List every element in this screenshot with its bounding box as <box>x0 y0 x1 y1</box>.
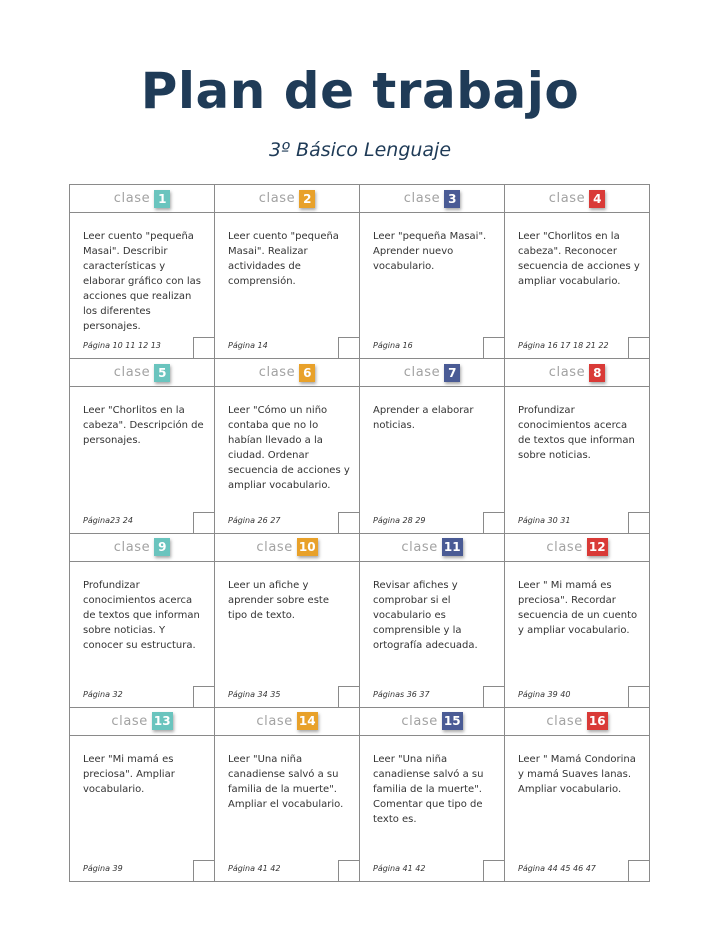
class-cell <box>215 708 360 882</box>
cell-header <box>70 359 214 387</box>
clase-label: clase <box>546 713 583 729</box>
page-reference: Página 10 11 12 13 <box>83 341 161 351</box>
class-cell <box>505 185 650 359</box>
page-reference: Página 34 35 <box>228 689 281 699</box>
class-description: Profundizar conocimientos acerca de textos que informan sobre noticias. <box>518 405 635 462</box>
page-reference: Página 41 42 <box>373 864 426 873</box>
cell-header <box>505 185 649 213</box>
clase-label: clase <box>548 191 586 206</box>
class-number-badge: 14 <box>298 714 316 729</box>
cell-header <box>70 708 214 736</box>
clase-label: clase <box>546 539 583 555</box>
cell-header <box>505 534 649 562</box>
page-reference: Página 28 29 <box>373 515 426 525</box>
checkbox[interactable] <box>338 860 360 882</box>
page-reference: Página 14 <box>228 341 268 351</box>
class-description: Leer "Una niña canadiense salvó a su familia de la muerte". Comentar que tipo de texto es. <box>373 753 484 825</box>
class-cell <box>70 359 215 533</box>
cell-header <box>215 708 359 736</box>
class-number-badge: 9 <box>154 538 170 556</box>
class-number-badge: 15 <box>443 714 461 729</box>
class-cell <box>360 185 505 359</box>
clase-label: clase <box>113 539 151 555</box>
page-reference: Página 26 27 <box>228 515 281 525</box>
class-cell <box>70 708 215 882</box>
class-description: Profundizar conocimientos acerca de textos que informan sobre noticias. Y conocer su estructura. <box>83 579 200 651</box>
class-cell <box>505 534 650 708</box>
class-number-badge: 4 <box>589 190 605 208</box>
class-description: Leer " Mi mamá es preciosa". Recordar secuencia de un cuento y ampliar vocabulario. <box>518 579 638 636</box>
class-number-badge: 12 <box>588 540 606 554</box>
page-reference: Página 39 <box>83 864 123 873</box>
cell-header <box>215 185 359 213</box>
checkbox[interactable] <box>628 512 650 534</box>
class-number-badge: 2 <box>299 190 315 208</box>
checkbox[interactable] <box>628 337 650 359</box>
cell-header <box>360 185 504 213</box>
checkbox[interactable] <box>193 686 215 708</box>
clase-label: clase <box>401 539 438 555</box>
checkbox[interactable] <box>483 686 505 708</box>
clase-label: clase <box>258 191 296 206</box>
cell-header <box>360 708 504 736</box>
class-number-badge: 8 <box>589 364 605 382</box>
class-description: Revisar afiches y comprobar si el vocabulario es comprensible y la ortografía adecuada. <box>373 579 478 651</box>
cell-header <box>70 534 214 562</box>
class-description: Leer "pequeña Masai". Aprender nuevo vocabulario. <box>373 231 487 272</box>
class-description: Leer " Mamá Condorina y mamá Suaves lanas. Ampliar vocabulario. <box>518 753 636 795</box>
checkbox[interactable] <box>628 686 650 708</box>
checkbox[interactable] <box>483 512 505 534</box>
class-number-badge: 10 <box>298 540 316 554</box>
clase-label: clase <box>256 539 293 555</box>
cell-header <box>70 185 214 213</box>
class-cell <box>70 534 215 708</box>
clase-label: clase <box>111 713 148 729</box>
class-description: Leer "Cómo un niño contaba que no lo habían llevado a la ciudad. Ordenar secuencia de acciones y ampliar vocabulario. <box>228 405 350 492</box>
class-cell <box>70 185 215 359</box>
class-description: Leer "Mi mamá es preciosa". Ampliar vocabulario. <box>83 753 175 795</box>
page-reference: Página 39 40 <box>518 689 571 699</box>
clase-label: clase <box>113 365 151 381</box>
checkbox[interactable] <box>483 337 505 359</box>
class-cell <box>215 359 360 533</box>
checkbox[interactable] <box>338 512 360 534</box>
clase-label: clase <box>401 713 438 729</box>
class-description: Aprender a elaborar noticias. <box>373 405 474 432</box>
class-cell <box>215 534 360 708</box>
clase-label: clase <box>258 365 296 381</box>
class-cell <box>360 534 505 708</box>
checkbox[interactable] <box>193 337 215 359</box>
page-reference: Página 16 17 18 21 22 <box>518 341 609 351</box>
cell-header <box>505 359 649 387</box>
clase-label: clase <box>403 365 441 381</box>
clase-label: clase <box>256 713 293 729</box>
page-reference: Página 41 42 <box>228 864 281 873</box>
class-cell <box>505 708 650 882</box>
class-number-badge: 3 <box>444 190 460 208</box>
page-reference: Página 16 <box>373 341 413 351</box>
class-description: Leer "Chorlitos en la cabeza". Reconocer secuencia de acciones y ampliar vocabulario. <box>518 231 640 287</box>
page-reference: Página 32 <box>83 689 123 699</box>
class-number-badge: 11 <box>443 540 461 554</box>
page-reference: Páginas 36 37 <box>373 689 430 699</box>
class-number-badge: 6 <box>299 364 315 382</box>
clase-label: clase <box>548 365 586 381</box>
class-number-badge: 7 <box>444 364 460 382</box>
class-cell <box>215 185 360 359</box>
checkbox[interactable] <box>628 860 650 882</box>
class-number-badge: 5 <box>154 364 170 382</box>
class-number-badge: 13 <box>153 714 171 729</box>
page-subtitle: 3º Básico Lenguaje <box>268 139 452 161</box>
cell-header <box>360 359 504 387</box>
cell-header <box>215 534 359 562</box>
class-cell <box>360 359 505 533</box>
class-number-badge: 1 <box>154 190 170 208</box>
checkbox[interactable] <box>338 337 360 359</box>
class-description: Leer cuento "pequeña Masai". Realizar actividades de comprensión. <box>228 231 339 287</box>
clase-label: clase <box>113 191 151 206</box>
class-cell <box>360 708 505 882</box>
class-number-badge: 16 <box>588 714 606 729</box>
class-cell <box>505 359 650 533</box>
schedule-grid <box>69 184 650 882</box>
checkbox[interactable] <box>483 860 505 882</box>
checkbox[interactable] <box>338 686 360 708</box>
class-description: Leer "Una niña canadiense salvó a su familia de la muerte". Ampliar el vocabulario. <box>228 753 344 810</box>
page-reference: Página 30 31 <box>518 515 571 525</box>
class-description: Leer "Chorlitos en la cabeza". Descripción de personajes. <box>83 405 204 447</box>
cell-header <box>360 534 504 562</box>
cell-header <box>505 708 649 736</box>
checkbox[interactable] <box>193 860 215 882</box>
page-reference: Página 44 45 46 47 <box>518 864 596 873</box>
clase-label: clase <box>403 191 441 206</box>
page-title: Plan de trabajo <box>140 62 580 120</box>
checkbox[interactable] <box>193 512 215 534</box>
class-description: Leer un afiche y aprender sobre este tipo de texto. <box>228 579 329 621</box>
cell-header <box>215 359 359 387</box>
page-reference: Página23 24 <box>83 515 133 525</box>
class-description: Leer cuento "pequeña Masai". Describir características y elaborar gráfico con las acciones que realizan los diferentes personajes. <box>83 231 201 332</box>
